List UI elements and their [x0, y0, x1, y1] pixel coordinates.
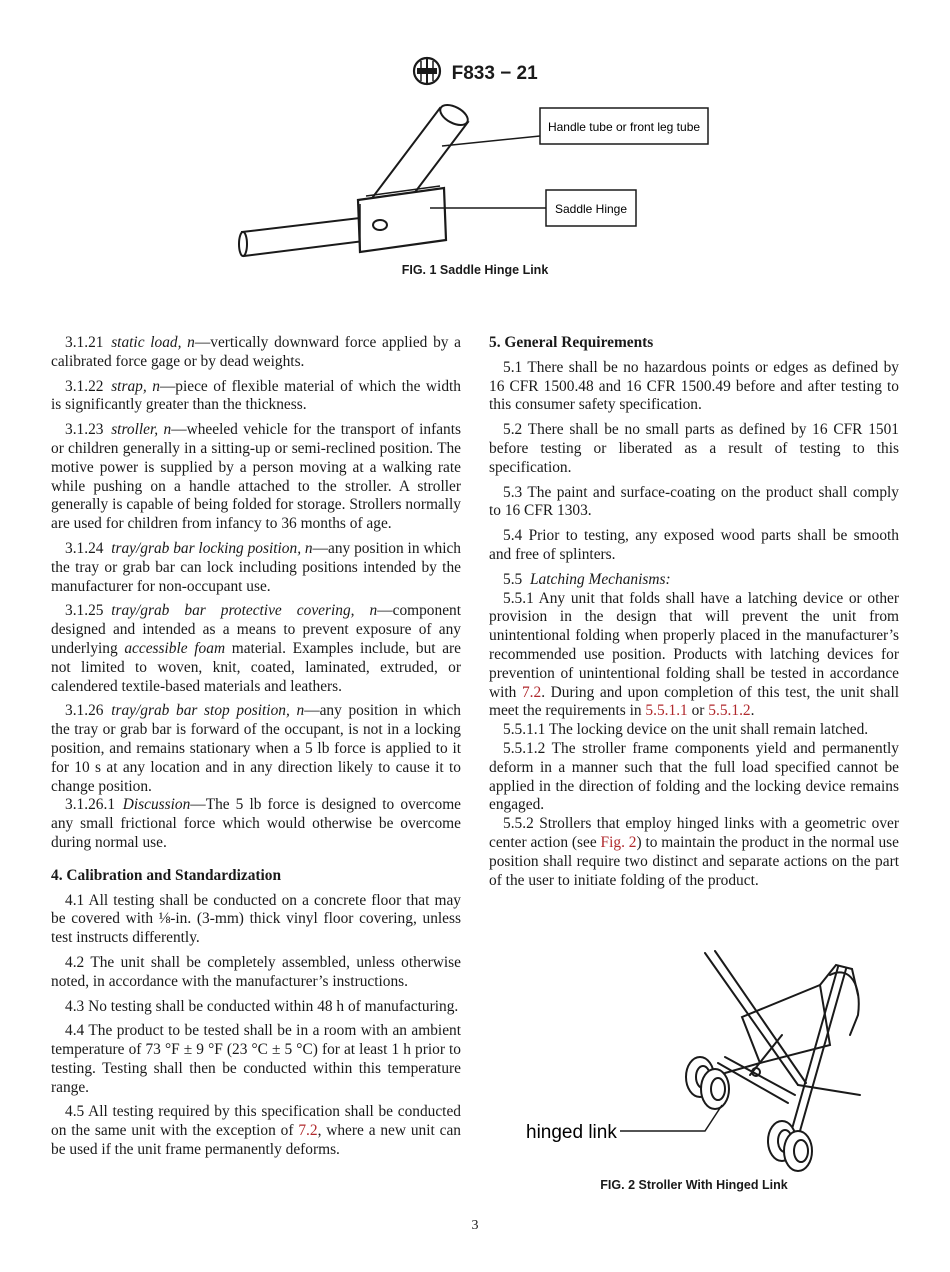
figure-1-caption: FIG. 1 Saddle Hinge Link	[401, 263, 549, 277]
link-7-2[interactable]: 7.2	[298, 1122, 318, 1140]
definition-3-1-23: 3.1.23 stroller, n—wheeled vehicle for the transport of infants or children generally in a sitting-up or semi-reclined position. The motive power is supplied by a person moving at a walking rate while pushing on a handle attached to the stroller. A stroller generally is capable of being folded for storage. Strollers normally are used for children from infancy to 36 months of age.	[51, 421, 461, 533]
fig1-label-hinge: Saddle Hinge	[554, 202, 628, 216]
figure-1-saddle-hinge	[230, 100, 720, 260]
paragraph-5-5-1: 5.5.1 Any unit that folds shall have a latching device or other provision in the design that will prevent the unit from unintentional folding when properly placed in the manufacturer’s recommended use position. Products with latching devices for prevention of unintentional folding shall be tested in accordance with 7.2. During and upon completion of this test, the unit shall meet the requirements in 5.5.1.1 or 5.5.1.2.	[489, 589, 899, 720]
paragraph-5-1: 5.1 There shall be no hazardous points or edges as defined by 16 CFR 1500.48 and 16 CFR 1500.49 before and after testing to this consumer safety specification.	[489, 358, 899, 414]
right-column	[489, 334, 899, 890]
link-5-5-1-1[interactable]: 5.5.1.1	[645, 702, 688, 720]
paragraph-4-3: 4.3 No testing shall be conducted within 48 h of manufacturing.	[65, 997, 459, 1015]
definition-3-1-26: 3.1.26 tray/grab bar stop position, n—any position in which the tray or grab bar is forward of the occupant, is not in a locking position, and remains stationary when a 5 lb force is applied to it for 10 s at any location and in any direction likely to cause it to change position.	[51, 702, 461, 795]
standard-designation: F833 − 21	[451, 63, 538, 84]
section-4-heading: 4. Calibration and Standardization	[51, 866, 282, 884]
paragraph-4-4: 4.4 The product to be tested shall be in a room with an ambient temperature of 73 °F ± 9 °F (23 °C ± 5 °C) for at least 1 h prior to testing. Testing shall then be conducted within this temperature range.	[51, 1022, 461, 1096]
paragraph-5-5-1-2: 5.5.1.2 The stroller frame components yield and permanently deform in a manner such that the full load specified cannot be applied in the direction of folding and the locking device remains engaged.	[489, 739, 899, 814]
fig2-label-hinged-link: hinged link	[526, 1122, 617, 1143]
page-number: 3	[471, 1218, 479, 1233]
figure-2-caption: FIG. 2 Stroller With Hinged Link	[600, 1178, 788, 1192]
paragraph-5-5-1-1: 5.5.1.1 The locking device on the unit shall remain latched.	[503, 721, 869, 739]
paragraph-5-2: 5.2 There shall be no small parts as defined by 16 CFR 1501 before testing or liberated as a result of testing to this specification.	[489, 421, 899, 476]
link-fig-2[interactable]: Fig. 2	[600, 833, 637, 851]
discussion-3-1-26-1: 3.1.26.1 Discussion—The 5 lb force is designed to overcome any small frictional force which would otherwise be overcome during normal use.	[51, 796, 461, 851]
link-7-2[interactable]: 7.2	[521, 683, 542, 701]
paragraph-5-4: 5.4 Prior to testing, any exposed wood parts shall be smooth and free of splinters.	[489, 527, 899, 563]
paragraph-4-2: 4.2 The unit shall be completely assembled, unless otherwise noted, in accordance with the manufacturer’s instructions.	[51, 953, 461, 990]
figure-2-stroller	[520, 945, 865, 1175]
link-5-5-1-2[interactable]: 5.5.1.2	[708, 702, 751, 720]
definition-3-1-24: 3.1.24 tray/grab bar locking position, n—any position in which the tray or grab bar can lock including positions intended by the manufacturer for non-occupant use.	[51, 539, 461, 595]
astm-logo-icon	[412, 56, 442, 92]
fig1-label-handle: Handle tube or front leg tube	[547, 120, 701, 134]
paragraph-4-1: 4.1 All testing shall be conducted on a concrete floor that may be covered with ⅛-in. (3-mm) thick vinyl floor covering, unless test instructs differently.	[51, 891, 461, 947]
definition-3-1-25: 3.1.25 tray/grab bar protective covering, n—component designed and intended as a means to prevent exposure of any underlying accessible foam material. Examples include, but are not limited to woven, knit, coated, laminated, extruded, or calendered textile-based materials and leathers.	[51, 602, 461, 695]
section-5-heading: 5. General Requirements	[489, 334, 654, 351]
left-column	[51, 334, 461, 1166]
paragraph-5-3: 5.3 The paint and surface-coating on the product shall comply to 16 CFR 1303.	[489, 483, 899, 520]
definition-3-1-22: 3.1.22 strap, n—piece of flexible material of which the width is significantly greater than the thickness.	[51, 377, 461, 414]
paragraph-5-5: 5.5 Latching Mechanisms:	[503, 570, 671, 588]
definition-3-1-21: 3.1.21 static load, n—vertically downward force applied by a calibrated force gage or by dead weights.	[51, 334, 461, 370]
paragraph-5-5-2: 5.5.2 Strollers that employ hinged links with a geometric over center action (see Fig. 2) to maintain the product in the normal use position shall require two distinct and separate actions on the part of the user to initiate folding of the product.	[489, 815, 899, 889]
paragraph-4-5: 4.5 All testing required by this specification shall be conducted on the same unit with the exception of 7.2, where a new unit can be used if the unit frame permanently deforms.	[51, 1103, 461, 1159]
page-header	[0, 56, 950, 92]
